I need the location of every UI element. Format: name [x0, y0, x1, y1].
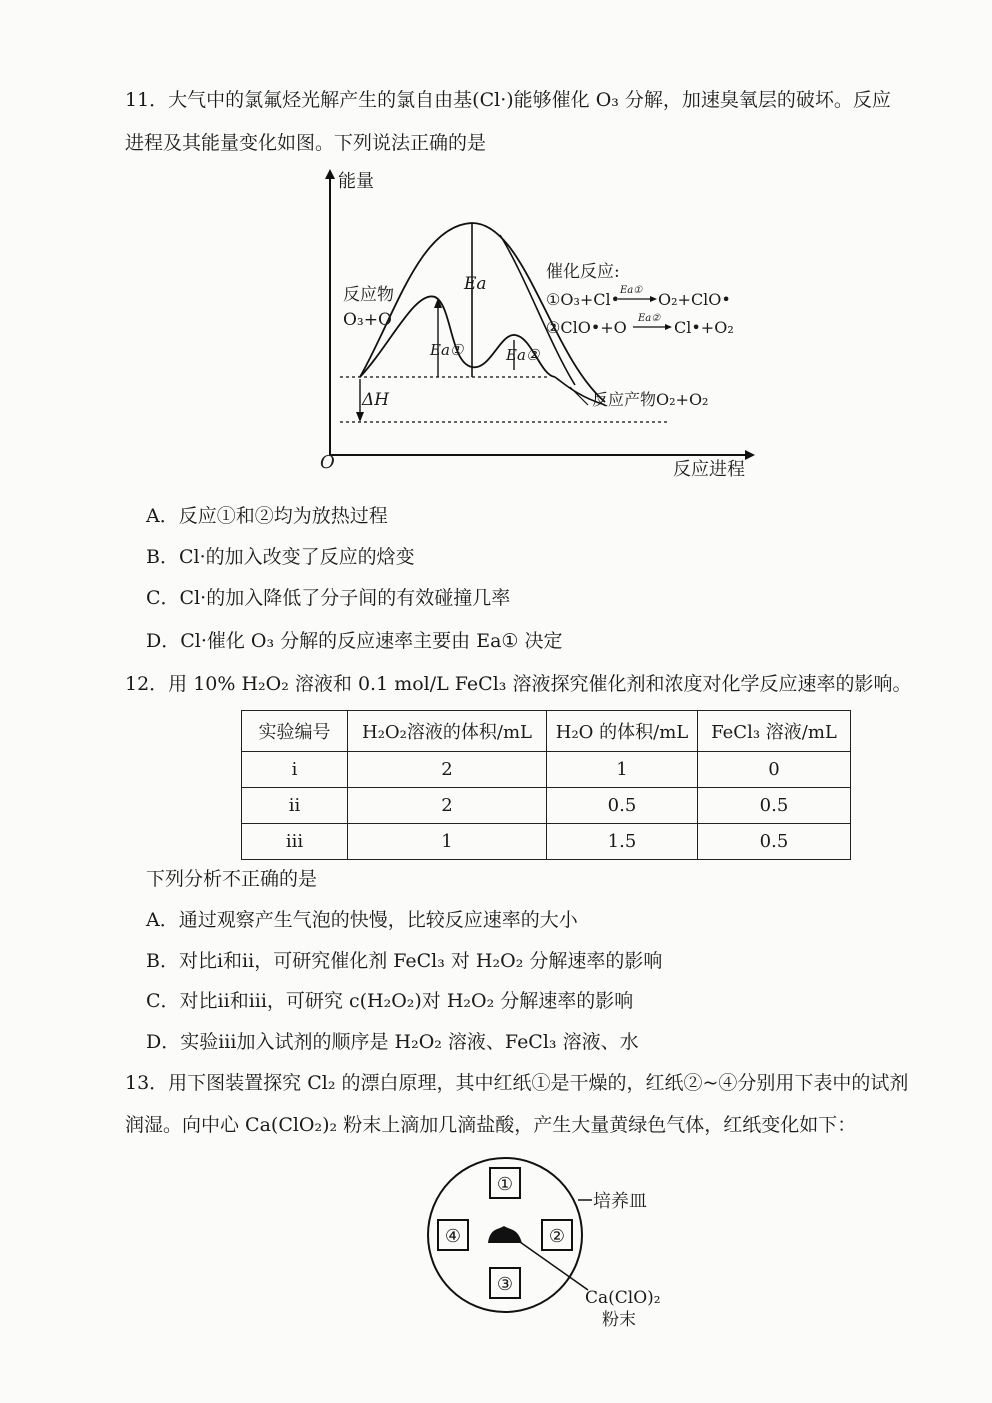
header-cell: 实验编号	[242, 711, 348, 752]
table-cell: 0.5	[547, 788, 698, 824]
q12-table	[241, 710, 851, 860]
y-axis-label: 能量	[338, 171, 374, 192]
x-axis-label: 反应进程	[673, 459, 745, 480]
step2-arrow-label: Ea②	[638, 313, 661, 324]
product-label: 反应产物O₂+O₂	[592, 390, 709, 409]
red-paper-1	[490, 1168, 520, 1198]
red-paper-3	[490, 1268, 520, 1298]
table-cell: 1	[547, 752, 698, 788]
paper-4-label: ④	[444, 1226, 462, 1247]
table-cell: 2	[348, 788, 547, 824]
uncatalyzed-curve	[360, 223, 605, 402]
petri-dish-diagram	[420, 1150, 680, 1340]
q11-option-d: D．Cl·催化 O₃ 分解的反应速率主要由 Ea① 决定	[146, 630, 563, 652]
energy-diagram	[300, 165, 770, 485]
step2-left: ②ClO•+O	[546, 318, 627, 337]
q11-option-b: B．Cl·的加入改变了反应的焓变	[146, 546, 415, 568]
product-pointer	[570, 387, 588, 405]
table-cell: iii	[242, 824, 348, 860]
powder-pile	[488, 1226, 522, 1243]
paper-1-label: ①	[496, 1174, 514, 1195]
step2-right: Cl•+O₂	[674, 318, 734, 337]
table-cell: i	[242, 752, 348, 788]
header-cell: H₂O₂溶液的体积/mL	[348, 711, 547, 752]
y-axis-arrow	[325, 169, 335, 179]
reactant-label-2: O₃+O	[343, 310, 392, 330]
q13-stem-line2: 润湿。向中心 Ca(ClO₂)₂ 粉末上滴加几滴盐酸，产生大量黄绿色气体，红纸变化如下：	[125, 1114, 857, 1136]
table-cell: 2	[348, 752, 547, 788]
q11-option-a: A．反应①和②均为放热过程	[146, 505, 388, 527]
dish-label: 培养皿	[593, 1191, 647, 1212]
paper-2-label: ②	[548, 1226, 566, 1247]
ea1-label: Ea①	[430, 341, 464, 359]
q12-option-d: D．实验iii加入试剂的顺序是 H₂O₂ 溶液、FeCl₃ 溶液、水	[146, 1031, 639, 1053]
header-cell: H₂O 的体积/mL	[547, 711, 698, 752]
q12-option-c: C．对比ii和iii，可研究 c(H₂O₂)对 H₂O₂ 分解速率的影响	[146, 990, 634, 1012]
q12-option-a: A．通过观察产生气泡的快慢，比较反应速率的大小	[146, 909, 578, 931]
table-cell: 0.5	[698, 788, 851, 824]
table-cell: 1	[348, 824, 547, 860]
table-cell: 0	[698, 752, 851, 788]
dh-label: ΔH	[362, 390, 390, 410]
table-row	[242, 824, 851, 860]
catalyzed-title: 催化反应:	[546, 262, 620, 282]
ea2-label: Ea②	[506, 346, 540, 364]
dh-arrow-head	[356, 412, 364, 422]
q13-stem-line1: 13．用下图装置探究 Cl₂ 的漂白原理，其中红纸①是干燥的，红纸②~④分别用下表中的试剂	[125, 1072, 909, 1094]
table-row	[242, 752, 851, 788]
red-paper-4	[438, 1220, 468, 1250]
q12-option-b: B．对比i和ii，可研究催化剂 FeCl₃ 对 H₂O₂ 分解速率的影响	[146, 950, 663, 972]
table-row	[242, 788, 851, 824]
reactant-label-1: 反应物	[343, 285, 394, 305]
table-cell: 0.5	[698, 824, 851, 860]
paper-3-label: ③	[496, 1274, 514, 1295]
x-axis-arrow	[745, 450, 755, 460]
q11-stem-line2: 进程及其能量变化如图。下列说法正确的是	[125, 132, 487, 154]
step1-arrow-head	[650, 296, 657, 302]
step1-right: O₂+ClO•	[658, 290, 731, 309]
q12-stem: 12．用 10% H₂O₂ 溶液和 0.1 mol/L FeCl₃ 溶液探究催化剂和浓度对化学反应速率的影响。	[125, 673, 912, 695]
powder-label-2: 粉末	[602, 1310, 636, 1330]
powder-label-1: Ca(ClO)₂	[585, 1288, 661, 1308]
ea-label: Ea	[464, 274, 487, 294]
table-cell: ii	[242, 788, 348, 824]
q11-stem-line1: 11．大气中的氯氟烃光解产生的氯自由基(Cl·)能够催化 O₃ 分解，加速臭氧层的破坏。反应	[125, 89, 891, 111]
step1-arrow-label: Ea①	[620, 285, 643, 296]
origin-label: O	[320, 452, 335, 473]
table-header-row	[242, 711, 851, 752]
step2-arrow-head	[665, 324, 672, 330]
red-paper-2	[542, 1220, 572, 1250]
header-cell: FeCl₃ 溶液/mL	[698, 711, 851, 752]
q12-prompt: 下列分析不正确的是	[146, 868, 318, 890]
step1-left: ①O₃+Cl•	[546, 290, 621, 309]
catalyzed-curve	[360, 296, 555, 377]
q11-option-c: C．Cl·的加入降低了分子间的有效碰撞几率	[146, 587, 511, 609]
table-cell: 1.5	[547, 824, 698, 860]
